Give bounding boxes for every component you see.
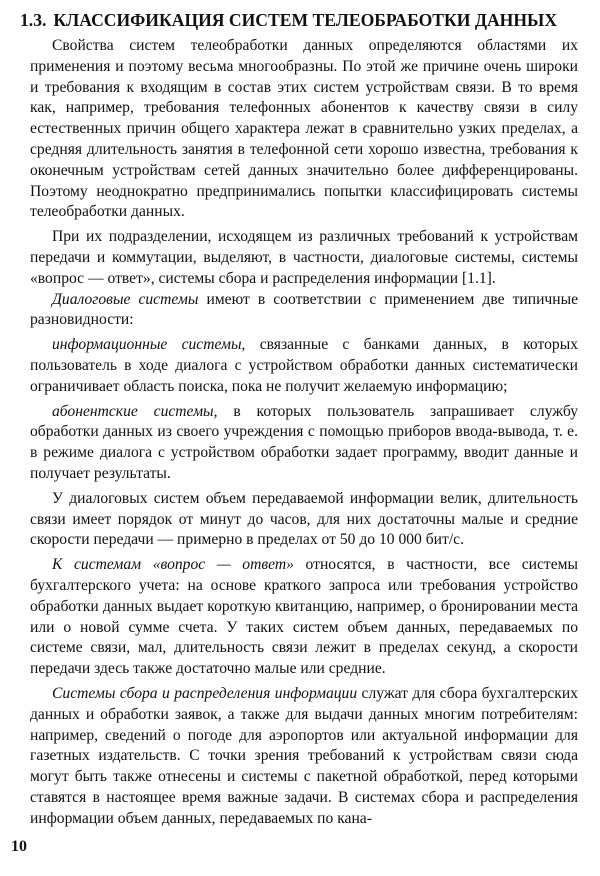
- term-question-answer: К системам «вопрос — ответ»: [52, 556, 294, 574]
- paragraph-dialog-systems: [30, 290, 578, 332]
- paragraph-subscriber-systems-text: , в которых пользователь запрашивает службу обработки данных из своего учреждения с помощью приборов ввода-вывода, т. е. в режиме диалога с устройством обработки задает программу, вводит данные и получает результаты.: [30, 402, 578, 482]
- paragraph-dialog-systems-text: имеют в соответствии с применением две типичные разновидности:: [30, 290, 578, 329]
- term-subscriber-systems: абонентские системы: [52, 402, 214, 420]
- paragraph-information-systems: [30, 335, 578, 397]
- page-number: 10: [11, 838, 27, 855]
- section-number: 1.3.: [20, 10, 47, 30]
- paragraph-collection-distribution: [30, 684, 578, 830]
- paragraph-intro: Свойства систем телеобработки данных определяются областями их применения и поэтому весьма многообразны. По этой же причине очень широки и требования к входящим в состав этих систем устройствам связи. В то время как, например, требования телефонных абонентов к качеству связи в силу естественных причин общего характера лежат в сравнительно узких пределах, а средняя длительность занятия в телефонной сети хорошо известна, требования к оконечным устройствам сетей данных значительно более дифференцированы. Поэтому неоднократно предпринимались попытки классифицировать системы телеобработки данных.: [30, 37, 578, 221]
- paragraph-subscriber-systems: [30, 402, 578, 485]
- term-information-systems: информационные системы: [52, 336, 242, 354]
- page-content: [20, 6, 578, 829]
- term-dialog-systems: Диалоговые системы: [52, 290, 199, 308]
- section-title: КЛАССИФИКАЦИЯ СИСТЕМ ТЕЛЕОБРАБОТКИ ДАННЫХ: [53, 10, 558, 30]
- term-collection-distribution: Системы сбора и распределения информации: [52, 684, 358, 702]
- paragraph-question-answer-text: относятся, в частности, все системы бухгалтерского учета: на основе краткого запроса или требования устройство обработки данных выдает короткую квитанцию, например, о бронировании места или о новой сумме счета. У таких систем объем данных, передаваемых по системе связи, мал, длительность связи лежит в пределах секунд, а скорости передачи здесь также достаточно малые или средние.: [30, 556, 578, 678]
- section-heading: [20, 6, 578, 34]
- paragraph-classification: При их подразделении, исходящем из различных требований к устройствам передачи и коммутации, выделяют, в частности, диалоговые системы, системы «вопрос — ответ», системы сбора и распределения информации [1.1].: [30, 228, 578, 287]
- paragraph-collection-distribution-text: служат для сбора бухгалтерских данных и обработки заявок, а также для выдачи данных многим потребителям: например, сведений о погоде для аэропортов или актуальной информации для газетных издательств. С точки зрения требований к устройствам связи сюда могут быть также отнесены и системы с пакетной обработкой, перед которыми ставятся в настоящее время важные задачи. В системах сбора и распределения информации объем данных, передаваемых по кана-: [30, 684, 578, 827]
- paragraph-question-answer: [30, 555, 578, 680]
- paragraph-information-systems-text: , связанные с банками данных, в которых пользователь в ходе диалога с устройством обработки данных систематически ограничивает область поиска, пока не получит желаемую информацию;: [30, 336, 578, 395]
- paragraph-dialog-volume: У диалоговых систем объем передаваемой информации велик, длительность связи имеет порядок от минут до часов, для них достаточны малые и средние скорости передачи — примерно в пределах от 50 до 10 000 бит/с.: [30, 489, 578, 549]
